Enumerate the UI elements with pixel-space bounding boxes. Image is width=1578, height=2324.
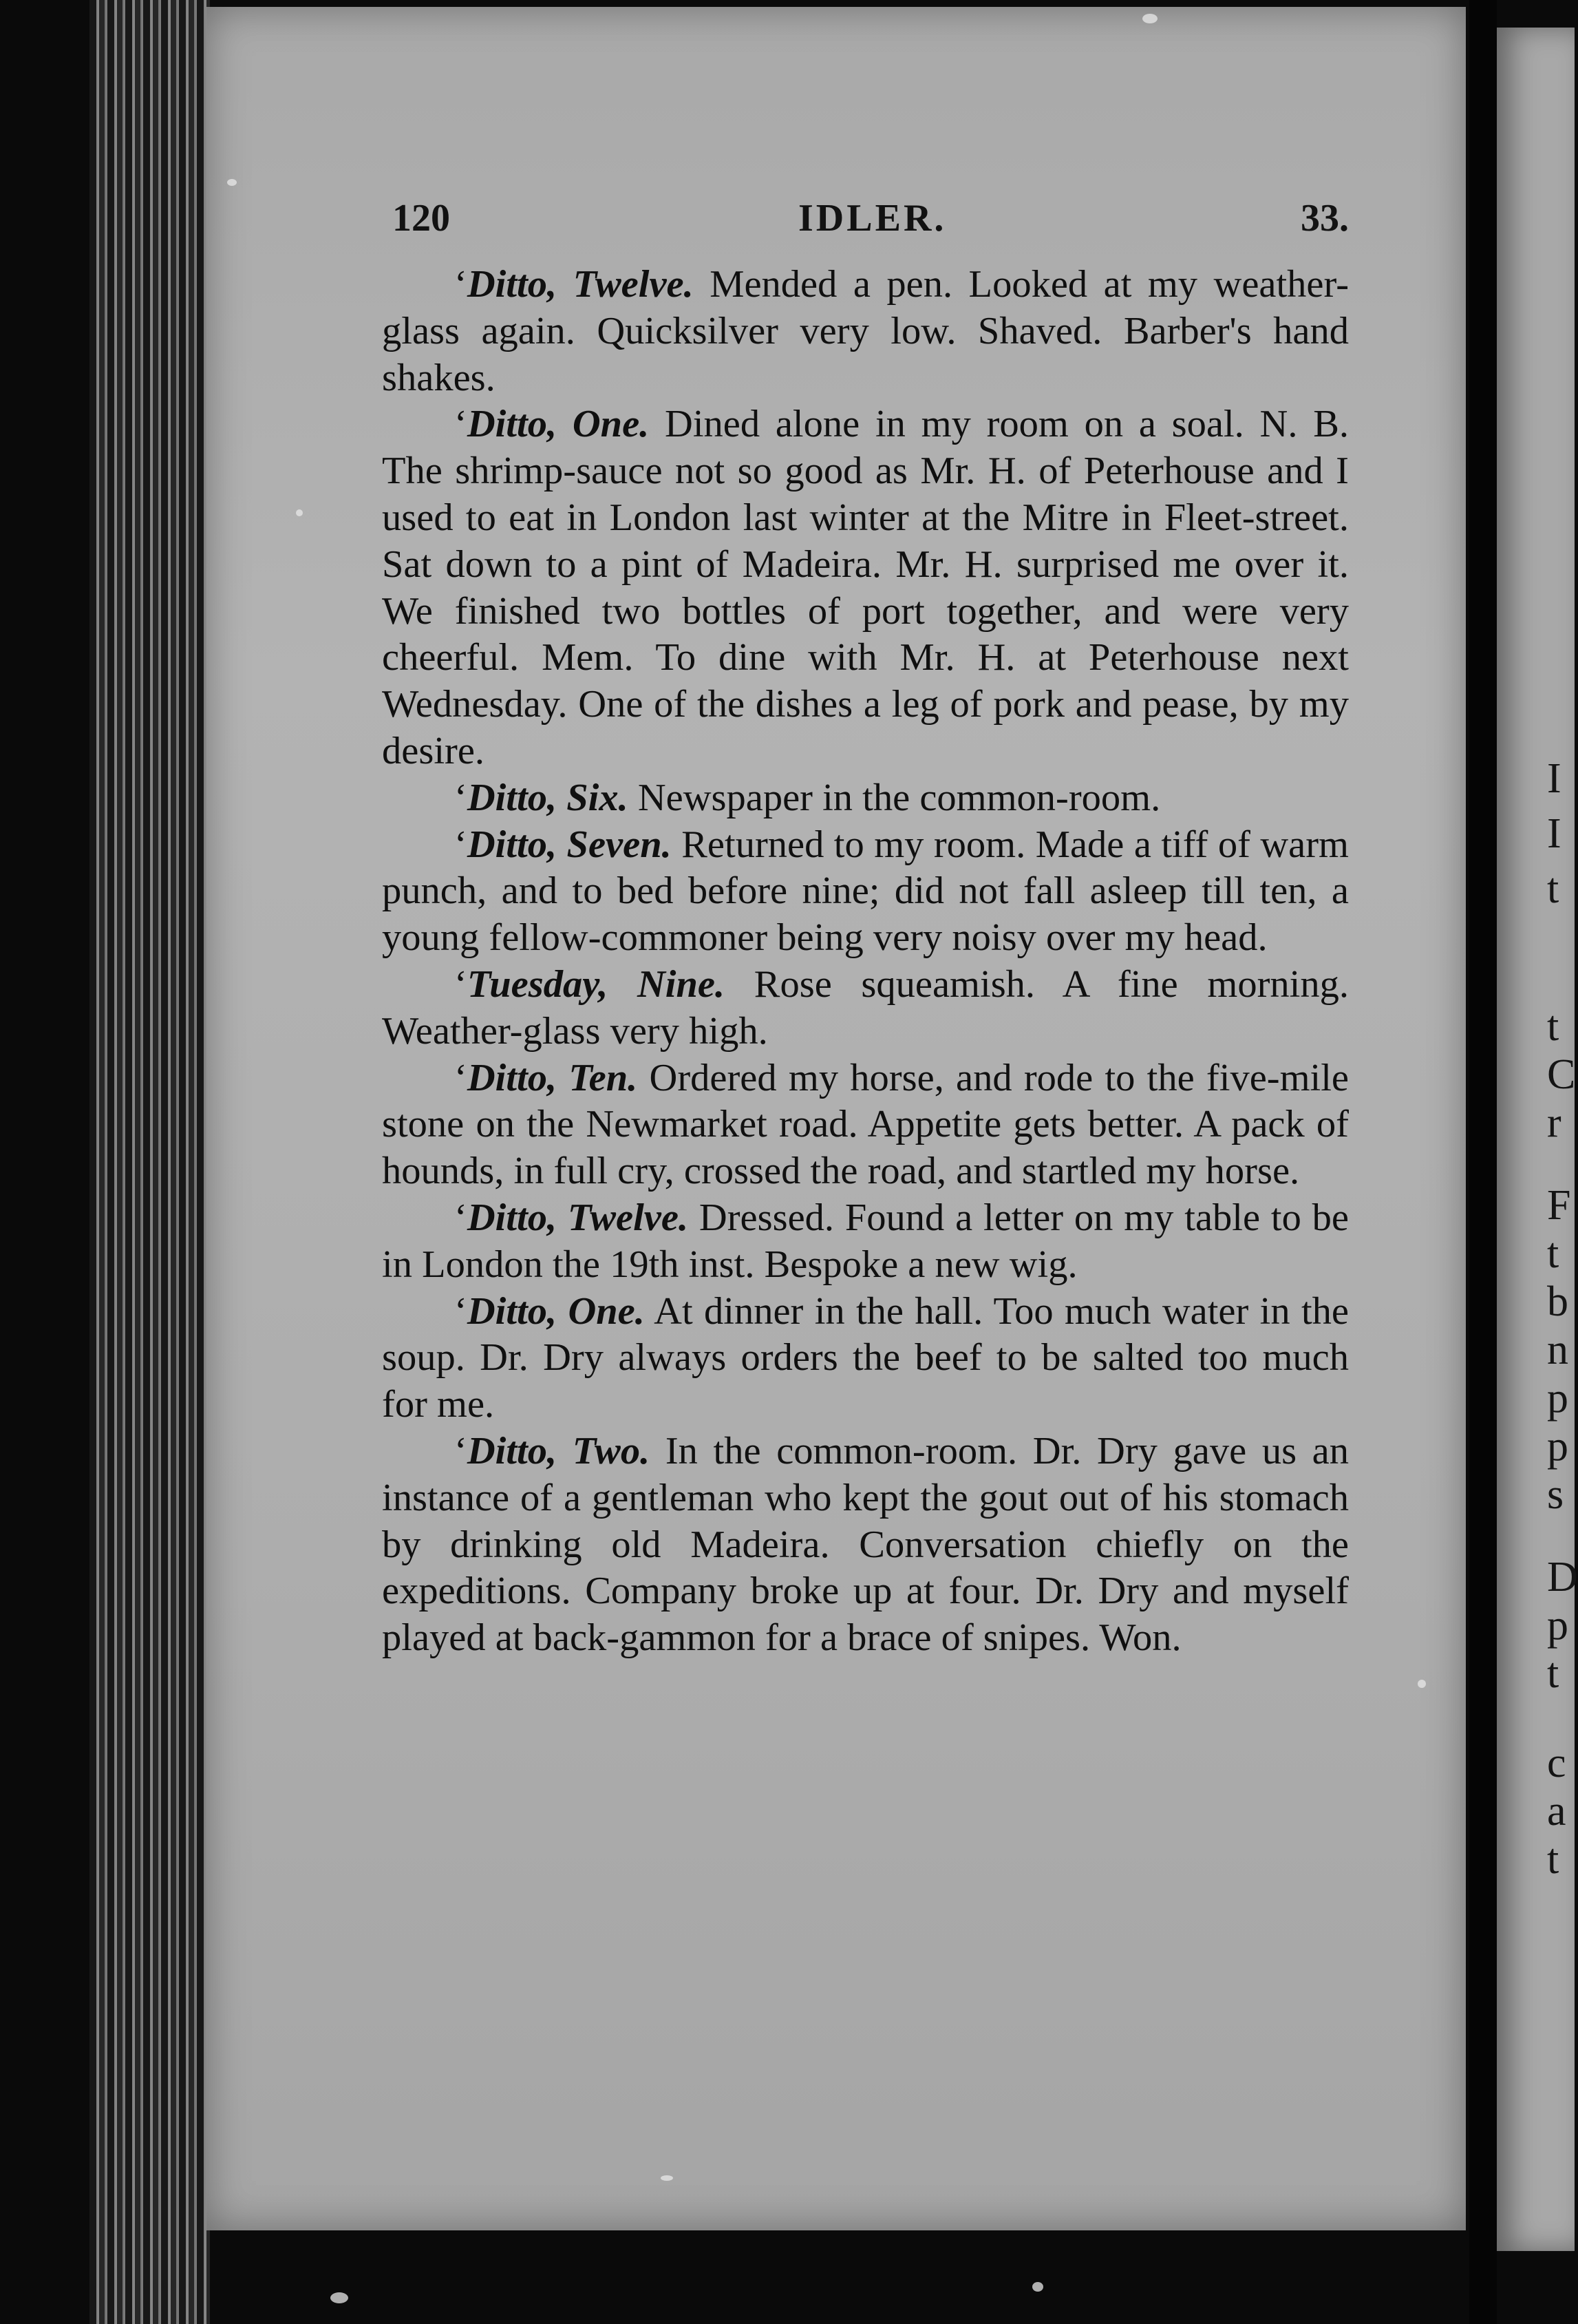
adjacent-letter: c: [1547, 1740, 1566, 1786]
diary-entry: [382, 1195, 1349, 1289]
adjacent-letter: p: [1547, 1602, 1568, 1649]
diary-entry: [382, 775, 1349, 822]
dust-speck: [1418, 1680, 1426, 1688]
running-title: IDLER.: [798, 197, 947, 240]
diary-entry: [382, 1055, 1349, 1195]
diary-entry: [382, 822, 1349, 962]
adjacent-letter: b: [1547, 1278, 1568, 1325]
adjacent-letter: a: [1547, 1788, 1566, 1835]
dust-speck: [1142, 14, 1158, 23]
opening-quote: ‘: [454, 962, 467, 1006]
entry-text: Rose squeamish. A fine morning. Weather-glass very high.: [382, 962, 1349, 1053]
entry-text: Returned to my room. Made a tiff of warm punch, and to bed before nine; did not fall asleep till ten, a young fellow-commoner being very noisy over my head.: [382, 823, 1349, 960]
adjacent-letter: s: [1547, 1471, 1564, 1518]
dust-speck: [661, 2175, 673, 2181]
adjacent-letter: p: [1547, 1375, 1568, 1422]
entry-text: Ordered my horse, and rode to the five-mile stone on the Newmarket road. Appetite gets better. A pack of hounds, in full cry, crossed the road, and startled my horse.: [382, 1056, 1350, 1193]
adjacent-letter: t: [1547, 1650, 1559, 1697]
diary-text: [382, 262, 1349, 1662]
entry-label: Ditto, Seven.: [467, 823, 672, 866]
diary-entry: [382, 1289, 1349, 1428]
entry-label: Ditto, Six.: [467, 776, 628, 819]
entry-text: Mended a pen. Looked at my weather-glass again. Quicksilver very low. Shaved. Barber's hand shakes.: [382, 263, 1350, 399]
entry-text: In the common-room. Dr. Dry gave us an instance of a gentleman who kept the gout out of his stomach by drinking old Madeira. Conversation chiefly on the expeditions. Company broke up at four. Dr. Dry and myself played at back-gammon for a brace of snipes. Won.: [382, 1429, 1350, 1660]
book-page-edges: [89, 0, 210, 2324]
entry-label: Tuesday, Nine.: [467, 962, 725, 1006]
entry-text: At dinner in the hall. Too much water in the soup. Dr. Dry always orders the beef to be salted too much for me.: [382, 1289, 1349, 1426]
entry-label: Ditto, Twelve.: [467, 263, 694, 306]
dust-speck: [296, 509, 303, 516]
adjacent-letter: n: [1547, 1327, 1568, 1373]
adjacent-letter: t: [1547, 1836, 1559, 1883]
adjacent-letter: D: [1547, 1554, 1578, 1601]
diary-entry: [382, 401, 1349, 774]
diary-entry: [382, 262, 1349, 401]
adjacent-letter: p: [1547, 1423, 1568, 1470]
entry-label: Ditto, One.: [467, 1289, 645, 1333]
opening-quote: ‘: [454, 823, 467, 866]
entry-label: Ditto, One.: [467, 403, 650, 446]
adjacent-letter: r: [1547, 1099, 1561, 1146]
entry-label: Ditto, Twelve.: [467, 1196, 689, 1239]
entry-text: Newspaper in the common-room.: [637, 776, 1161, 819]
adjacent-letter: I: [1547, 755, 1561, 802]
entry-label: Ditto, Two.: [467, 1429, 650, 1472]
entry-text: Dressed. Found a letter on my table to be in London the 19th inst. Bespoke a new wig.: [382, 1196, 1349, 1286]
adjacent-letter: t: [1547, 865, 1559, 912]
page-number: 120: [392, 197, 450, 240]
essay-number: 33.: [1301, 197, 1349, 240]
opening-quote: ‘: [454, 1429, 467, 1472]
entry-label: Ditto, Ten.: [467, 1056, 638, 1099]
adjacent-page-text: [1547, 0, 1578, 2324]
opening-quote: ‘: [454, 263, 467, 306]
adjacent-letter: C: [1547, 1051, 1576, 1098]
dust-speck: [330, 2292, 348, 2303]
dust-speck: [1032, 2282, 1043, 2292]
adjacent-letter: t: [1547, 1003, 1559, 1050]
adjacent-letter: F: [1547, 1182, 1571, 1229]
opening-quote: ‘: [454, 1056, 467, 1099]
diary-entry: [382, 962, 1349, 1055]
adjacent-letter: I: [1547, 810, 1561, 857]
diary-entry: [382, 1428, 1349, 1662]
dust-speck: [227, 179, 237, 186]
book-gutter: [1469, 0, 1497, 2324]
running-head: [392, 196, 1349, 251]
opening-quote: ‘: [454, 1196, 467, 1239]
entry-text: Dined alone in my room on a soal. N. B. The shrimp-sauce not so good as Mr. H. of Peterhouse and I used to eat in London last winter at the Mitre in Fleet-street. Sat down to a pint of Madeira. Mr. H. surprised me over it. We finished two bottles of port together, and were very cheerful. Mem. To dine with Mr. H. at Peterhouse next Wednesday. One of the dishes a leg of pork and pease, by my desire.: [382, 403, 1350, 772]
opening-quote: ‘: [454, 403, 467, 446]
opening-quote: ‘: [454, 1289, 467, 1333]
opening-quote: ‘: [454, 776, 467, 819]
adjacent-letter: t: [1547, 1230, 1559, 1277]
